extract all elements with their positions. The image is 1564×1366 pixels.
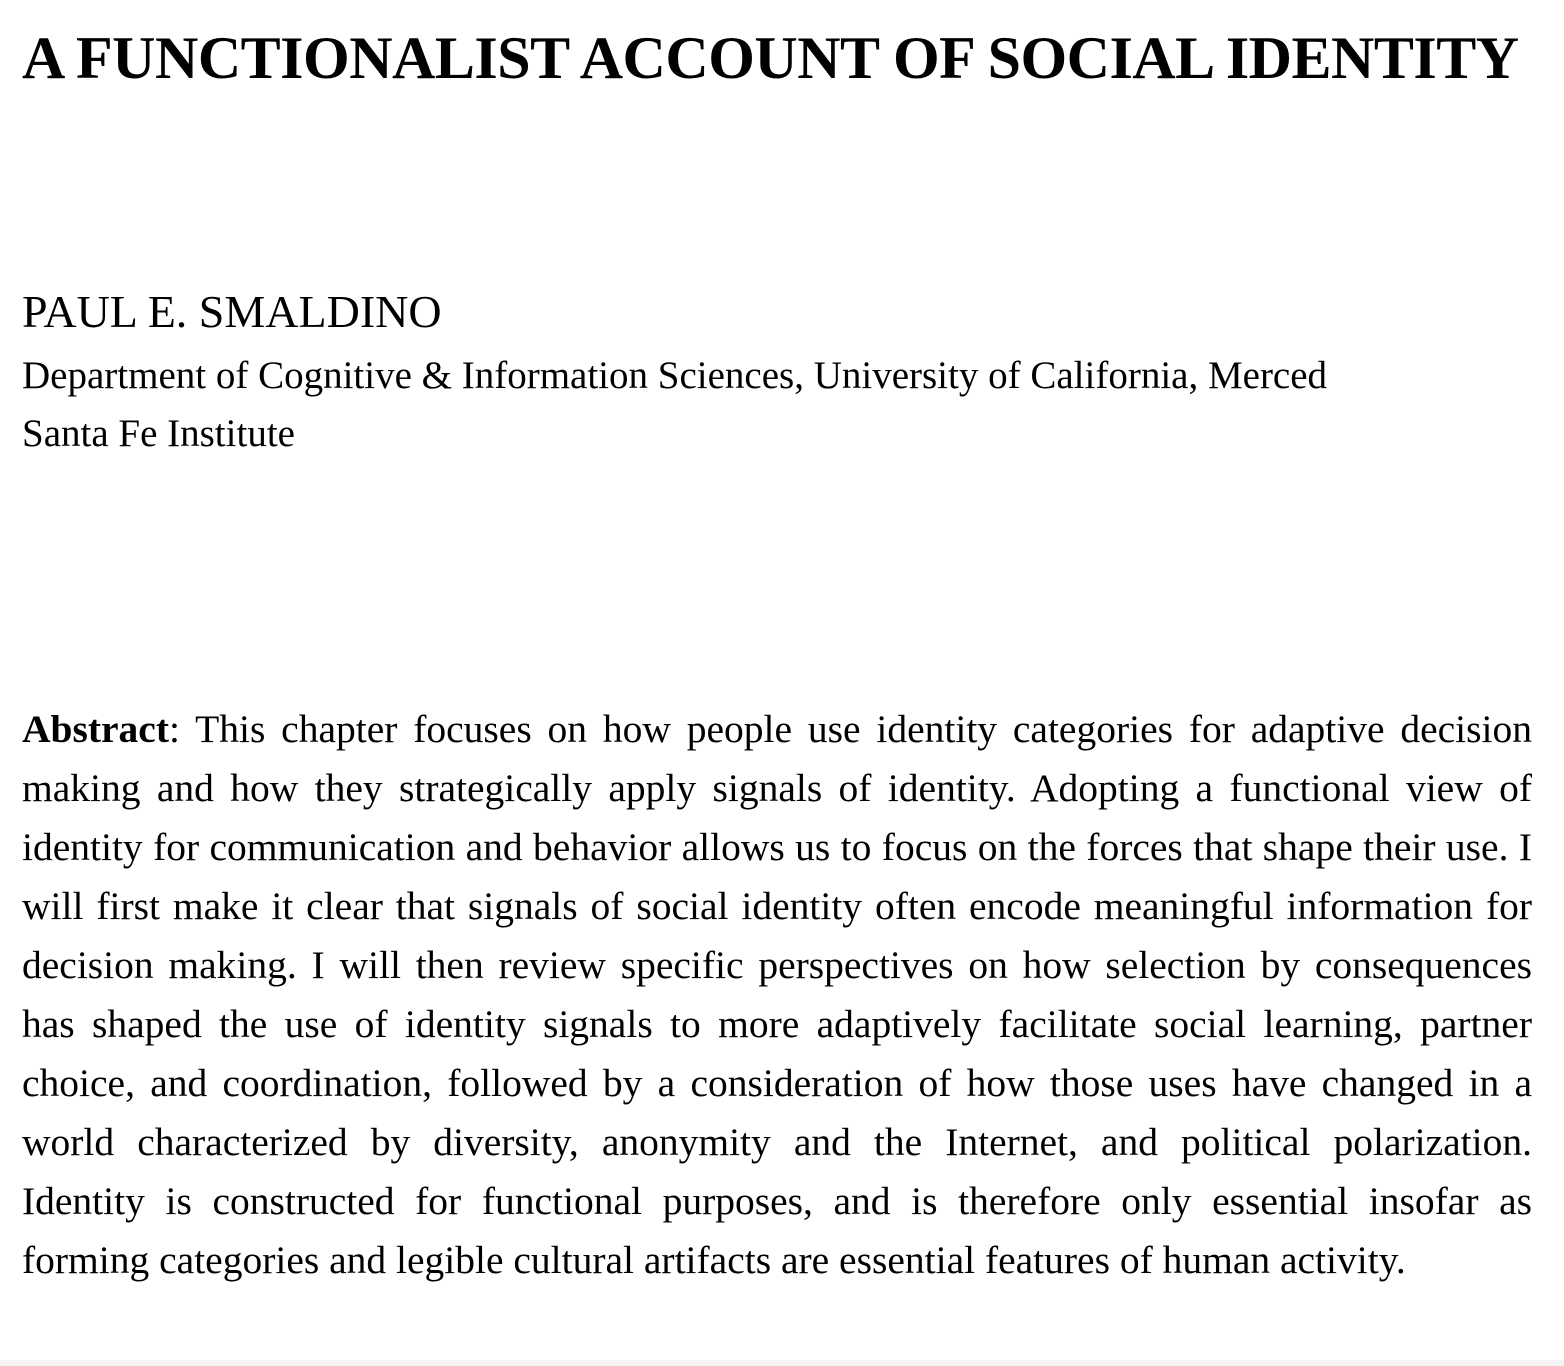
abstract-text: This chapter focuses on how people use identity categories for adaptive decision making and how they strategically apply signals of identity. Adopting a functional view of identity for communication and behavior allows us to focus on the forces that shape their use. I will first make it clear that signals of social identity often encode meaningful information for decision making. I will then review specific perspectives on how selection by consequences has shaped the use of identity signals to more adaptively facilitate social learning, partner choice, and coordination, followed by a consideration of how those uses have changed in a world characterized by diversity, anonymity and the Internet, and political polarization. Identity is constructed for functional purposes, and is therefore only essential insofar as forming categories and legible cultural artifacts are essential features of human activity. <box>22 707 1532 1282</box>
paper-page <box>22 0 1532 1366</box>
affiliation-primary: Department of Cognitive & Information Sciences, University of California, Merced <box>22 354 1328 397</box>
author-name: PAUL E. SMALDINO <box>22 286 442 337</box>
affiliation-secondary: Santa Fe Institute <box>22 412 295 455</box>
abstract-separator: : <box>169 707 180 751</box>
abstract-label: Abstract <box>22 707 169 751</box>
abstract-paragraph <box>22 700 1532 1290</box>
page-bottom-edge <box>0 1360 1564 1366</box>
paper-title: A FUNCTIONALIST ACCOUNT OF SOCIAL IDENTITY <box>22 25 1519 91</box>
